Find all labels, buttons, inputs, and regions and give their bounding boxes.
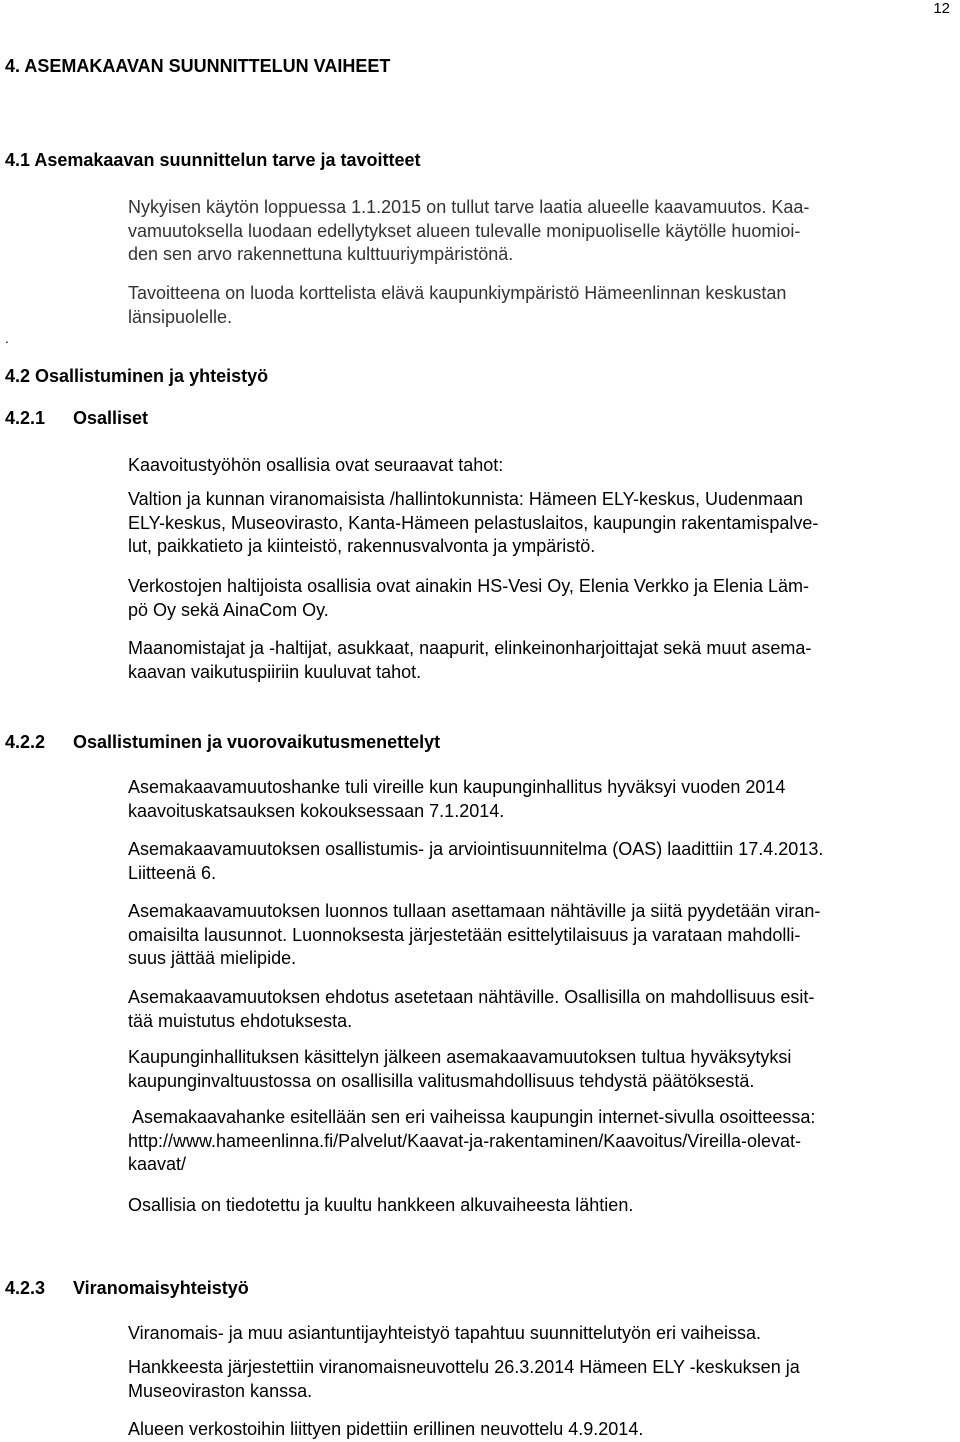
section-heading-4-2-2: 4.2.2 Osallistuminen ja vuorovaikutusmenettelyt [5, 732, 441, 752]
paragraph: Viranomais- ja muu asiantuntijayhteistyö tapahtuu suunnittelutyön eri vaiheissa. [128, 1323, 762, 1343]
page-number: 12 [933, 0, 950, 17]
paragraph: Kaupunginhallituksen käsittelyn jälkeen asemakaavamuutoksen tultua hyväksytyksi kaupunginvaltuustossa on osallisilla valitusmahdollisuus tehdystä päätöksestä. [128, 1047, 792, 1091]
section-heading-4: 4. ASEMAKAAVAN SUUNNITTELUN VAIHEET [5, 56, 391, 76]
stray-dot: . [5, 330, 9, 346]
paragraph: Asemakaavamuutoksen ehdotus asetetaan nähtäville. Osallisilla on mahdollisuus esit- tää muistutus ehdotuksesta. [128, 987, 815, 1031]
paragraph: Hankkeesta järjestettiin viranomaisneuvottelu 26.3.2014 Hämeen ELY -keskuksen ja Museoviraston kanssa. [128, 1357, 800, 1401]
paragraph: Asemakaavamuutoksen luonnos tullaan asettamaan nähtäville ja siitä pyydetään viran- omaisilta lausunnot. Luonnoksesta järjestetään esittelytilaisuus ja varataan mahdolli- suus jättää mielipide. [128, 901, 821, 968]
paragraph: Maanomistajat ja -haltijat, asukkaat, naapurit, elinkeinonharjoittajat sekä muut asema- kaavan vaikutuspiiriin kuuluvat tahot. [128, 638, 812, 682]
section-heading-4-1: 4.1 Asemakaavan suunnittelun tarve ja tavoitteet [5, 150, 421, 170]
paragraph: Osallisia on tiedotettu ja kuultu hankkeen alkuvaiheesta lähtien. [128, 1195, 634, 1215]
paragraph: Nykyisen käytön loppuessa 1.1.2015 on tullut tarve laatia alueelle kaavamuutos. Kaa- vamuutoksella luodaan edellytykset alueen tulevalle monipuoliselle käytölle huomioi- den sen arvo rakennettuna kulttuuriympäristönä. [128, 197, 810, 264]
paragraph: Asemakaavahanke esitellään sen eri vaiheissa kaupungin internet-sivulla osoitteessa: http://www.hameenlinna.fi/Palvelut/Kaavat-ja-rakentaminen/Kaavoitus/Vireilla-olevat- kaavat/ [128, 1106, 960, 1177]
paragraph: Verkostojen haltijoista osallisia ovat ainakin HS-Vesi Oy, Elenia Verkko ja Elenia Läm- pö Oy sekä AinaCom Oy. [128, 576, 810, 620]
paragraph: Alueen verkostoihin liittyen pidettiin erillinen neuvottelu 4.9.2014. [128, 1419, 644, 1439]
section-heading-4-2-3: 4.2.3 Viranomaisyhteistyö [5, 1278, 249, 1298]
url-text: http://www.hameenlinna.fi/Palvelut/Kaavat-ja-rakentaminen/Kaavoitus/Vireilla-olevat- [128, 1130, 802, 1151]
section-heading-4-2-1: 4.2.1 Osalliset [5, 408, 149, 428]
paragraph: Asemakaavamuutoshanke tuli vireille kun kaupunginhallitus hyväksyi vuoden 2014 kaavoituskatsauksen kokouksessaan 7.1.2014. [128, 777, 786, 821]
paragraph: Asemakaavamuutoksen osallistumis- ja arviointisuunnitelma (OAS) laadittiin 17.4.2013. Liitteenä 6. [128, 839, 824, 883]
paragraph: Valtion ja kunnan viranomaisista /hallintokunnista: Hämeen ELY-keskus, Uudenmaan ELY-keskus, Museovirasto, Kanta-Hämeen pelastuslaitos, kaupungin rakentamispalve- lut, paikkatieto ja kiinteistö, rakennusvalvonta ja ympäristö. [128, 489, 819, 556]
paragraph: Kaavoitustyöhön osallisia ovat seuraavat tahot: [128, 455, 504, 475]
paragraph: Tavoitteena on luoda korttelista elävä kaupunkiympäristö Hämeenlinnan keskustan länsipuolelle. [128, 283, 787, 327]
section-heading-4-2: 4.2 Osallistuminen ja yhteistyö [5, 366, 269, 386]
